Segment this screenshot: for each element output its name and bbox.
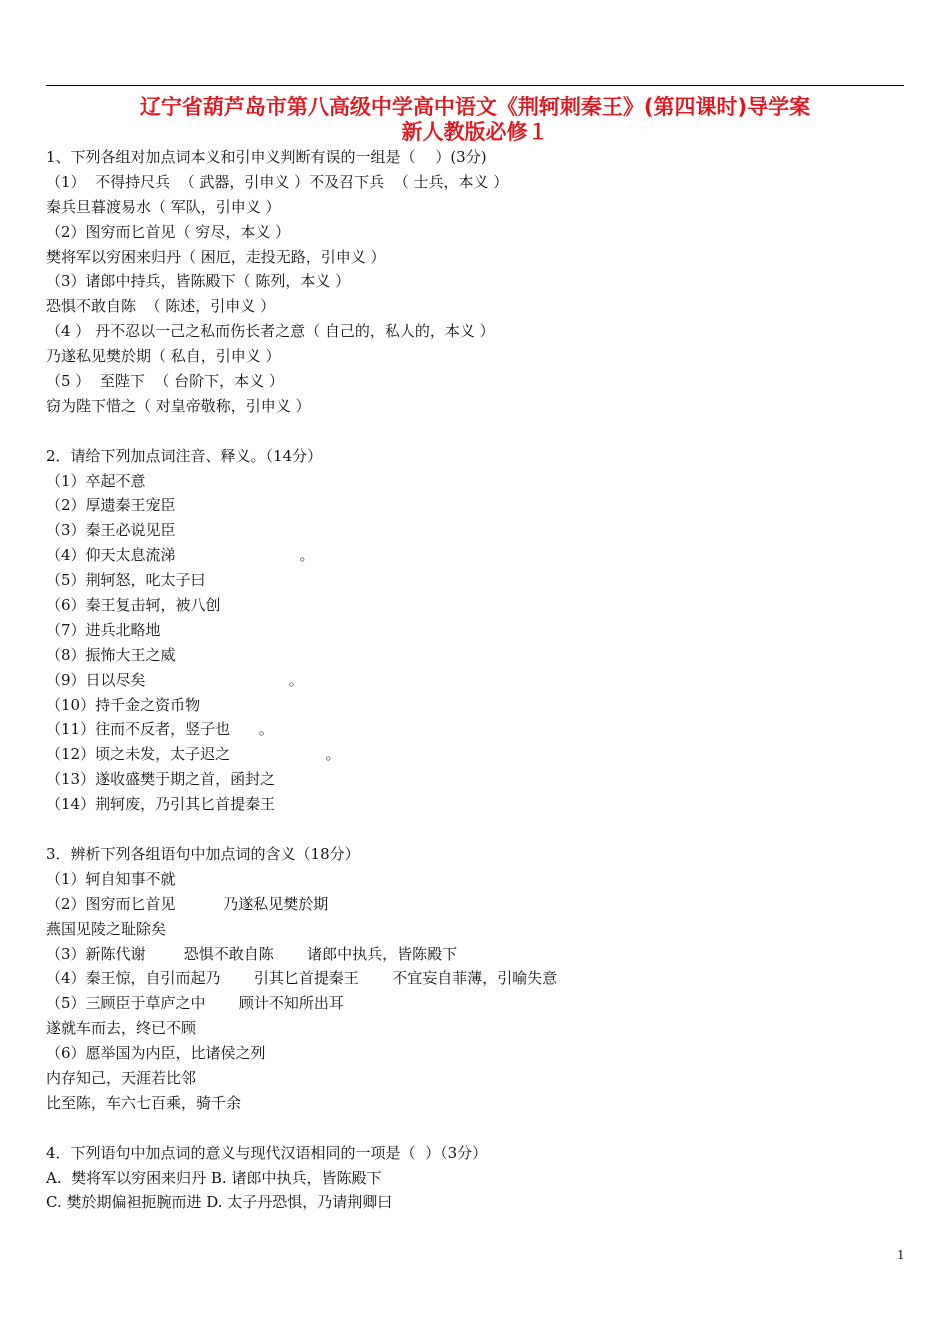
text-line: C. 樊於期偏袒扼腕而进 D. 太子丹恐惧，乃请荆卿曰 — [46, 1193, 393, 1212]
text-line: （6）秦王复击轲，被八创 — [46, 596, 221, 615]
worksheet-body — [46, 145, 906, 1215]
text-line: 2．请给下列加点词注音、释义。（14分） — [46, 446, 323, 465]
text-line: （9）日以尽矣 。 — [46, 670, 304, 689]
text-line: （2）图穷而匕首见 乃遂私见樊於期 — [46, 894, 329, 913]
text-line: （11）往而不反者，竖子也 。 — [46, 720, 274, 739]
text-line: 遂就车而去，终已不顾 — [46, 1019, 197, 1038]
text-line: （1）轲自知事不就 — [46, 869, 176, 888]
text-line: （12）顷之未发，太子迟之 。 — [46, 745, 341, 764]
text-line: （14）荆轲废，乃引其匕首提秦王 — [46, 795, 276, 814]
text-line: （2）图穷而匕首见（ 穷尽，本义 ） — [46, 222, 291, 241]
text-line: 4．下列语句中加点词的意义与现代汉语相同的一项是（ ）（3分） — [46, 1143, 488, 1162]
text-line: 比至陈，车六七百乘，骑千余 — [46, 1093, 242, 1112]
text-line: 乃遂私见樊於期（ 私自，引申义 ） — [46, 347, 281, 366]
text-line: 燕国见陵之耻除矣 — [46, 919, 167, 938]
text-line: A. 樊将军以穷困来归丹 B. 诸郎中执兵，皆陈殿下 — [46, 1168, 382, 1187]
spacer — [46, 1116, 906, 1141]
text-line: （1） 不得持尺兵 （ 武器，引申义 ）不及召下兵 （ 士兵，本义 ） — [46, 172, 509, 191]
text-line: （4 ） 丹不忍以一己之私而伤长者之意（ 自己的，私人的，本义 ） — [46, 322, 495, 341]
text-line: （7）进兵北略地 — [46, 620, 161, 639]
text-line: 内存知己，天涯若比邻 — [46, 1068, 197, 1087]
header-rule — [46, 85, 904, 86]
text-line: 樊将军以穷困来归丹（ 困厄，走投无路，引申义 ） — [46, 247, 386, 266]
text-line: （4）秦王惊，自引而起乃 引其匕首提秦王 不宜妄自菲薄，引喻失意 — [46, 969, 558, 988]
spacer — [46, 419, 906, 444]
spacer — [46, 817, 906, 842]
document-title: 辽宁省葫芦岛市第八高级中学高中语文《荆轲刺秦王》(第四课时)导学案 — [139, 95, 811, 119]
text-line: 3．辨析下列各组语句中加点词的含义（18分） — [46, 844, 360, 863]
text-line: （13）遂收盛樊于期之首，函封之 — [46, 770, 276, 789]
text-line: （4）仰天太息流涕 。 — [46, 546, 315, 565]
text-line: （10）持千金之资币物 — [46, 695, 201, 714]
text-line: 1、下列各组对加点词本义和引申义判断有误的一组是（ ）(3分) — [46, 148, 487, 166]
text-line: （6）愿举国为内臣，比诸侯之列 — [46, 1044, 266, 1063]
text-line: 秦兵旦暮渡易水（ 军队，引申义 ） — [46, 197, 281, 216]
text-line: （3）新陈代谢 恐惧不敢自陈 诸郎中执兵，皆陈殿下 — [46, 944, 458, 963]
text-line: （8）振怖大王之威 — [46, 645, 176, 664]
text-line: （5）荆轲怒，叱太子曰 — [46, 571, 206, 590]
text-line: （5 ） 至陛下 （ 台阶下，本义 ） — [46, 372, 284, 391]
text-line: （3）秦王必说见臣 — [46, 521, 176, 540]
text-line: （2）厚遗秦王宠臣 — [46, 496, 176, 515]
text-line: （1）卒起不意 — [46, 471, 146, 490]
page-number: 1 — [897, 1248, 905, 1262]
text-line: （3）诸郎中持兵，皆陈殿下（ 陈列，本义 ） — [46, 272, 351, 291]
text-line: 恐惧不敢自陈 （ 陈述，引申义 ） — [46, 297, 276, 316]
document-subtitle: 新人教版必修１ — [401, 120, 549, 144]
text-line: （5）三顾臣于草庐之中 顾计不知所出耳 — [46, 994, 344, 1013]
text-line: 窃为陛下惜之（ 对皇帝敬称，引申义 ） — [46, 396, 311, 415]
